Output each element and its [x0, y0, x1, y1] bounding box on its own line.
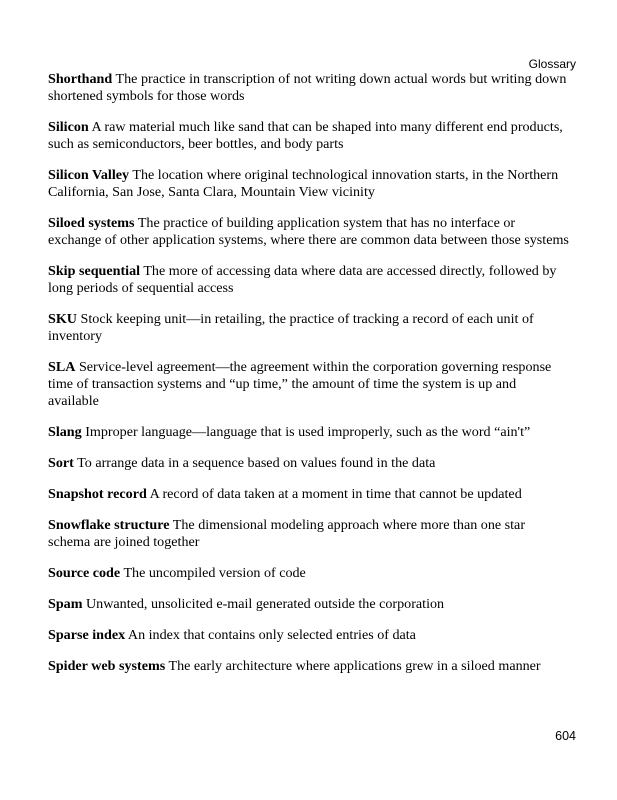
glossary-definition: A raw material much like sand that can be shaped into many different end products, such as semiconductors, beer bottles, and body parts [48, 119, 563, 152]
page-number: 604 [555, 729, 576, 743]
glossary-definition: The early architecture where applications grew in a siloed manner [168, 658, 541, 674]
glossary-term: Silicon [48, 119, 89, 135]
glossary-entry [48, 167, 570, 201]
glossary-term: Source code [48, 565, 121, 581]
glossary-term: Spam [48, 596, 83, 612]
glossary-entry [48, 424, 570, 441]
glossary-entry [48, 517, 570, 551]
glossary-term: SLA [48, 359, 76, 375]
glossary-entry [48, 119, 570, 153]
glossary-definition: The uncompiled version of code [123, 565, 306, 581]
glossary-entry [48, 263, 570, 297]
glossary-definition: The more of accessing data where data are accessed directly, followed by long periods of sequential access [48, 263, 557, 296]
glossary-term: Snowflake structure [48, 517, 170, 533]
glossary-definition: The practice of building application system that has no interface or exchange of other application systems, where there are common data between those systems [48, 215, 569, 248]
glossary-term: Siloed systems [48, 215, 135, 231]
glossary-term: Spider web systems [48, 658, 166, 674]
glossary-entry [48, 565, 570, 582]
glossary-entry [48, 359, 570, 410]
glossary-definition: An index that contains only selected entries of data [127, 627, 416, 643]
glossary-term: Shorthand [48, 71, 113, 87]
glossary-term: Silicon Valley [48, 167, 130, 183]
glossary-entry [48, 215, 570, 249]
glossary-term: Sparse index [48, 627, 126, 643]
glossary-entries [48, 71, 570, 689]
glossary-entry [48, 596, 570, 613]
running-head: Glossary [528, 57, 576, 71]
glossary-term: SKU [48, 311, 77, 327]
glossary-term: Snapshot record [48, 486, 147, 502]
glossary-definition: Stock keeping unit—in retailing, the practice of tracking a record of each unit of inventory [48, 311, 534, 344]
glossary-definition: A record of data taken at a moment in time that cannot be updated [149, 486, 522, 502]
glossary-entry [48, 486, 570, 503]
glossary-definition: Service-level agreement—the agreement within the corporation governing response time of transaction systems and “up time,” the amount of time the system is up and available [48, 359, 552, 409]
glossary-entry [48, 71, 570, 105]
glossary-definition: To arrange data in a sequence based on values found in the data [77, 455, 436, 471]
glossary-definition: The practice in transcription of not writing down actual words but writing down shortened symbols for those words [48, 71, 567, 104]
glossary-entry [48, 627, 570, 644]
glossary-entry [48, 658, 570, 675]
glossary-definition: Unwanted, unsolicited e-mail generated outside the corporation [86, 596, 445, 612]
glossary-definition: The dimensional modeling approach where more than one star schema are joined together [48, 517, 526, 550]
glossary-definition: The location where original technological innovation starts, in the Northern California, San Jose, Santa Clara, Mountain View vicinity [48, 167, 559, 200]
glossary-entry [48, 455, 570, 472]
glossary-term: Skip sequential [48, 263, 141, 279]
glossary-entry [48, 311, 570, 345]
glossary-definition: Improper language—language that is used improperly, such as the word “ain't” [85, 424, 531, 440]
glossary-term: Slang [48, 424, 82, 440]
glossary-term: Sort [48, 455, 74, 471]
